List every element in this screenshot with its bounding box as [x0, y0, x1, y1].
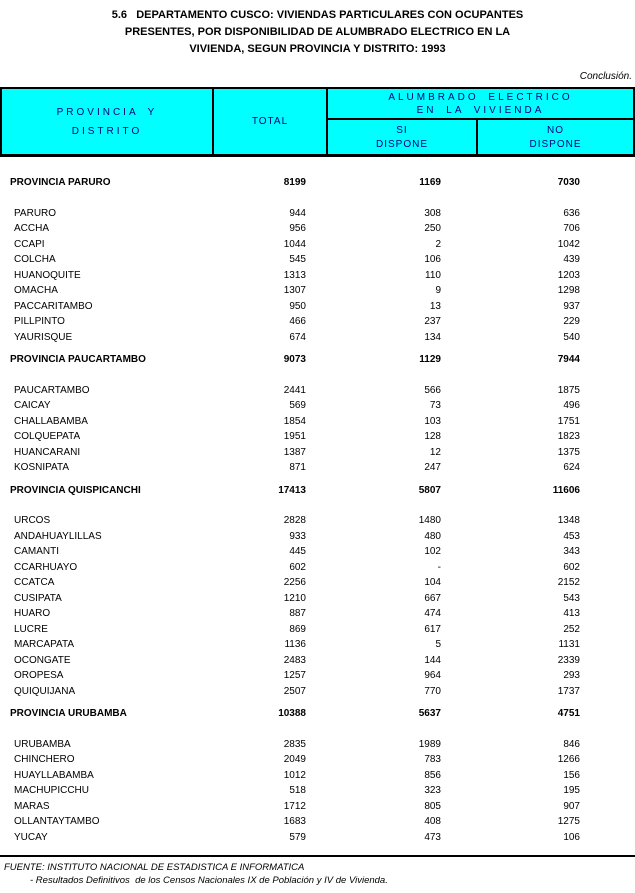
table-row: [0, 737, 635, 753]
district-name: COLQUEPATA: [14, 431, 81, 443]
district-total: 1313: [283, 269, 306, 281]
district-name: ANDAHUAYLILLAS: [14, 530, 102, 542]
province-si: 5637: [418, 708, 441, 720]
province-name: PROVINCIA URUBAMBA: [10, 708, 127, 720]
district-name: HUANOQUITE: [14, 269, 81, 281]
district-no: 1823: [557, 431, 580, 443]
province-no: 7944: [557, 354, 580, 366]
district-si: 408: [424, 816, 441, 828]
district-total: 545: [289, 254, 306, 266]
table-row: [0, 814, 635, 830]
district-total: 950: [289, 300, 306, 312]
province-name: PROVINCIA PAUCARTAMBO: [10, 354, 146, 366]
district-si: 856: [424, 769, 441, 781]
district-si: 308: [424, 207, 441, 219]
province-row: [0, 706, 635, 722]
table-row: [0, 575, 635, 591]
province-section: [0, 175, 635, 345]
table-row: [0, 299, 635, 315]
table-row: [0, 668, 635, 684]
province-section: [0, 706, 635, 845]
province-no: 7030: [557, 177, 580, 189]
district-no: 1266: [557, 754, 580, 766]
province-si: 1169: [419, 177, 441, 189]
province-section: [0, 483, 635, 700]
district-total: 933: [289, 530, 306, 542]
table-row: [0, 544, 635, 560]
district-si: 247: [424, 462, 441, 474]
district-si: 12: [429, 446, 441, 458]
district-no: 706: [563, 223, 580, 235]
district-no: 252: [563, 623, 580, 635]
district-total: 1854: [283, 415, 306, 427]
district-si: 2: [435, 238, 441, 250]
province-total: 8199: [283, 177, 306, 189]
district-no: 293: [563, 670, 580, 682]
district-name: CHINCHERO: [14, 754, 75, 766]
district-si: 103: [424, 415, 441, 427]
district-no: 2339: [557, 654, 580, 666]
table-row: [0, 414, 635, 430]
district-si: 964: [424, 670, 441, 682]
district-total: 1012: [283, 769, 306, 781]
district-total: 518: [289, 785, 306, 797]
district-no: 543: [563, 592, 580, 604]
table-body: [0, 175, 635, 845]
district-si: 106: [424, 254, 441, 266]
district-no: 937: [563, 300, 580, 312]
header-no-label: NO: [547, 124, 564, 136]
district-no: 1737: [557, 685, 580, 697]
district-si: 237: [424, 316, 441, 328]
district-total: 1044: [283, 238, 306, 250]
district-si: 102: [424, 546, 441, 558]
district-no: 229: [563, 316, 580, 328]
district-name: OMACHA: [14, 285, 58, 297]
district-si: 134: [424, 331, 441, 343]
table-row: [0, 529, 635, 545]
district-no: 496: [563, 400, 580, 412]
header-col-total: TOTAL: [214, 89, 328, 154]
district-no: 636: [563, 207, 580, 219]
district-no: 1298: [557, 285, 580, 297]
footer-detail-line: - Resultados Definitivos de los Censos Nacionales IX de Población y IV de Vivienda.: [30, 875, 388, 886]
district-total: 569: [289, 400, 306, 412]
district-total: 2441: [283, 384, 306, 396]
district-si: 13: [429, 300, 441, 312]
district-name: YAURISQUE: [14, 331, 73, 343]
table-row: [0, 252, 635, 268]
district-si: 667: [424, 592, 441, 604]
district-total: 1210: [283, 592, 306, 604]
district-total: 1387: [283, 446, 306, 458]
table-row: [0, 591, 635, 607]
province-total: 10388: [278, 708, 306, 720]
district-si: 323: [424, 785, 441, 797]
district-name: URUBAMBA: [14, 738, 71, 750]
district-total: 1683: [283, 816, 306, 828]
district-si: 474: [424, 608, 441, 620]
district-no: 1375: [557, 446, 580, 458]
district-name: PACCARITAMBO: [14, 300, 93, 312]
table-row: [0, 429, 635, 445]
province-total: 17413: [278, 484, 306, 496]
table-row: [0, 268, 635, 284]
district-total: 445: [289, 546, 306, 558]
district-name: CAICAY: [14, 400, 51, 412]
province-row: [0, 352, 635, 368]
district-si: 770: [424, 685, 441, 697]
district-no: 1275: [557, 816, 580, 828]
title-line-1: 5.6 DEPARTAMENTO CUSCO: VIVIENDAS PARTICULARES CON OCUPANTES: [111, 9, 524, 21]
district-si: 128: [424, 431, 441, 443]
district-no: 106: [563, 831, 580, 843]
district-total: 2049: [283, 754, 306, 766]
district-name: OCONGATE: [14, 654, 71, 666]
district-name: KOSÑIPATA: [14, 462, 70, 474]
table-row: [0, 221, 635, 237]
table-row: [0, 684, 635, 700]
district-si: 617: [424, 623, 441, 635]
header-provincia-label: PROVINCIA Y: [56, 106, 158, 118]
province-no: 4751: [557, 708, 580, 720]
table-row: [0, 768, 635, 784]
table-row: [0, 383, 635, 399]
district-si: 480: [424, 530, 441, 542]
conclusion-note: Conclusión.: [579, 71, 632, 82]
district-name: QUIQUIJANA: [14, 685, 76, 697]
province-si: 5807: [418, 484, 441, 496]
district-total: 466: [289, 316, 306, 328]
title-line-3: VIVIENDA, SEGUN PROVINCIA Y DISTRITO: 1993: [189, 43, 446, 55]
district-name: CCATCA: [14, 577, 55, 589]
footer-source-line: FUENTE: INSTITUTO NACIONAL DE ESTADISTICA E INFORMATICA: [4, 862, 305, 873]
district-total: 1951: [283, 431, 306, 443]
district-name: HUAYLLABAMBA: [14, 769, 94, 781]
header-col-provincia-distrito: [2, 89, 214, 154]
district-total: 1257: [283, 670, 306, 682]
district-total: 2835: [283, 738, 306, 750]
title-line-2: PRESENTES, POR DISPONIBILIDAD DE ALUMBRADO ELECTRICO EN LA: [124, 26, 511, 38]
district-total: 1136: [284, 639, 306, 651]
district-total: 871: [289, 462, 306, 474]
district-name: OROPESA: [14, 670, 64, 682]
district-no: 2152: [557, 577, 580, 589]
district-name: CAMANTI: [14, 546, 59, 558]
district-no: 343: [563, 546, 580, 558]
district-total: 2483: [283, 654, 306, 666]
table-row: [0, 560, 635, 576]
table-row: [0, 398, 635, 414]
province-row: [0, 175, 635, 191]
district-name: CCARHUAYO: [14, 561, 78, 573]
table-row: [0, 799, 635, 815]
district-name: MACHUPICCHU: [14, 785, 89, 797]
district-no: 540: [563, 331, 580, 343]
district-si: 104: [424, 577, 441, 589]
district-total: 1307: [283, 285, 306, 297]
header-group-title: [328, 89, 633, 120]
district-no: 846: [563, 738, 580, 750]
district-name: YUCAY: [14, 831, 48, 843]
district-no: 439: [563, 254, 580, 266]
district-total: 887: [289, 608, 306, 620]
table-row: [0, 653, 635, 669]
district-no: 413: [563, 608, 580, 620]
table-row: [0, 237, 635, 253]
district-name: COLCHA: [14, 254, 56, 266]
district-name: ACCHA: [14, 223, 50, 235]
district-name: PAUCARTAMBO: [14, 384, 90, 396]
district-no: 1131: [558, 639, 580, 651]
table-row: [0, 752, 635, 768]
province-name: PROVINCIA PARURO: [10, 177, 111, 189]
district-no: 624: [563, 462, 580, 474]
district-no: 195: [563, 785, 580, 797]
district-total: 1712: [283, 800, 306, 812]
district-si: 473: [424, 831, 441, 843]
header-si-label: SI: [396, 124, 408, 136]
district-si: 144: [424, 654, 441, 666]
district-name: CUSIPATA: [14, 592, 62, 604]
district-no: 1203: [557, 269, 580, 281]
district-total: 956: [289, 223, 306, 235]
table-row: [0, 606, 635, 622]
province-row: [0, 483, 635, 499]
table-row: [0, 445, 635, 461]
header-si-dispone-label: DISPONE: [375, 138, 428, 150]
province-section: [0, 352, 635, 476]
district-total: 2256: [283, 577, 306, 589]
district-si: 805: [424, 800, 441, 812]
header-alumbrado-line-1: ALUMBRADO ELECTRICO: [388, 91, 573, 103]
province-name: PROVINCIA QUISPICANCHI: [10, 484, 141, 496]
table-row: [0, 637, 635, 653]
district-no: 1875: [557, 384, 580, 396]
province-no: 11606: [552, 484, 580, 496]
district-si: 1480: [418, 515, 441, 527]
district-si: -: [437, 561, 441, 573]
district-si: 1989: [418, 738, 441, 750]
district-si: 566: [424, 384, 441, 396]
district-si: 110: [425, 269, 441, 281]
district-no: 1751: [557, 415, 580, 427]
province-si: 1129: [419, 354, 441, 366]
table-row: [0, 622, 635, 638]
header-col-no-dispone: [478, 120, 633, 154]
district-total: 869: [289, 623, 306, 635]
table-row: [0, 460, 635, 476]
district-si: 783: [424, 754, 441, 766]
table-row: [0, 283, 635, 299]
table-row: [0, 830, 635, 846]
district-no: 907: [563, 800, 580, 812]
district-name: PARURO: [14, 207, 57, 219]
district-si: 250: [424, 223, 441, 235]
district-name: MARCAPATA: [14, 639, 75, 651]
province-total: 9073: [283, 354, 306, 366]
header-alumbrado-line-2: EN LA VIVIENDA: [416, 104, 545, 116]
footer: [0, 857, 635, 887]
district-name: HUANCARANI: [14, 446, 81, 458]
header-group-alumbrado: [328, 89, 633, 154]
header-group-subcols: [328, 120, 633, 154]
district-name: OLLANTAYTAMBO: [14, 816, 100, 828]
district-name: LUCRE: [14, 623, 48, 635]
district-total: 2828: [283, 515, 306, 527]
table-header: [0, 87, 635, 157]
district-name: HUARO: [14, 608, 51, 620]
district-name: CCAPI: [14, 238, 45, 250]
district-no: 156: [563, 769, 580, 781]
district-name: PILLPINTO: [14, 316, 65, 328]
district-total: 2507: [283, 685, 306, 697]
district-no: 1042: [557, 238, 580, 250]
table-row: [0, 513, 635, 529]
district-total: 674: [289, 331, 306, 343]
district-total: 579: [289, 831, 306, 843]
district-total: 944: [289, 207, 306, 219]
district-total: 602: [289, 561, 306, 573]
district-no: 602: [563, 561, 580, 573]
table-row: [0, 314, 635, 330]
header-col-si-dispone: [328, 120, 478, 154]
district-no: 1348: [557, 515, 580, 527]
district-si: 73: [429, 400, 441, 412]
district-name: MARAS: [14, 800, 50, 812]
district-si: 5: [435, 639, 441, 651]
table-row: [0, 330, 635, 346]
district-name: URCOS: [14, 515, 51, 527]
table-row: [0, 783, 635, 799]
header-distrito-label: DISTRITO: [71, 125, 143, 137]
district-name: CHALLABAMBA: [14, 415, 88, 427]
district-no: 453: [563, 530, 580, 542]
page-title: [0, 0, 635, 58]
district-si: 9: [435, 285, 441, 297]
table-row: [0, 206, 635, 222]
header-no-dispone-label: DISPONE: [529, 138, 582, 150]
